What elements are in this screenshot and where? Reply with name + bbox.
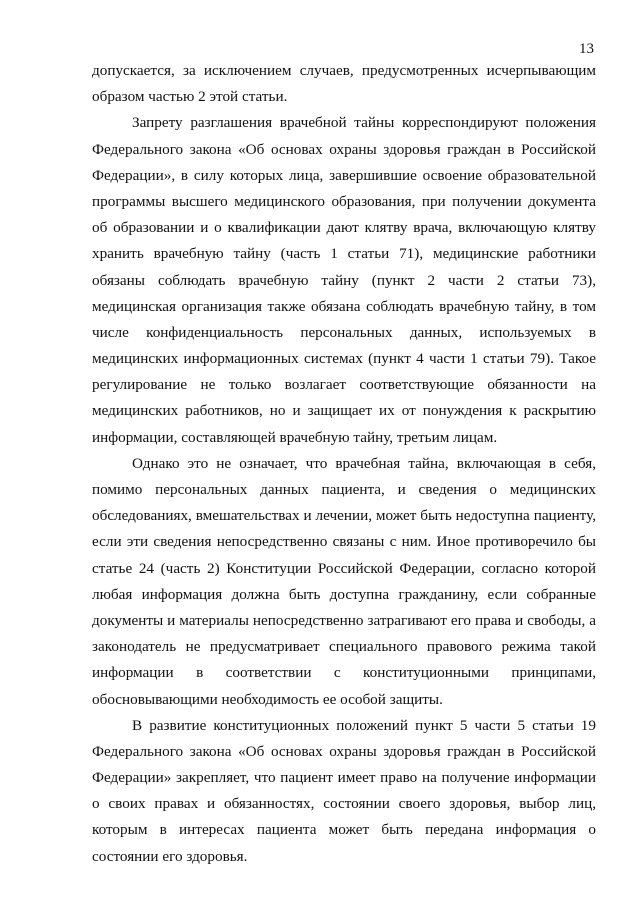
text-line: обосновывающими необходимость ее особой защиты.	[92, 690, 443, 708]
text-line: о своих правах и обязанностях, состоянии своего здоровья, выбор лиц,	[92, 795, 596, 813]
text-line: допускается, за исключением случаев, предусмотренных исчерпывающим	[92, 62, 596, 79]
paragraph	[92, 713, 596, 870]
page-number: 13	[579, 41, 594, 57]
text-line: помимо персональных данных пациента, и сведения о медицинских	[92, 481, 596, 498]
text-line: информации в соответствии с конституционными принципами,	[92, 664, 596, 682]
text-line: Федерации», в силу которых лица, завершившие освоение образовательной	[92, 166, 596, 184]
text-line: числе конфиденциальность персональных данных, используемых в	[92, 323, 596, 341]
paragraph	[92, 58, 596, 110]
text-line: медицинских работников, но и защищает их от понуждения к раскрытию	[92, 402, 596, 420]
text-line: образом частью 2 этой статьи.	[92, 88, 288, 106]
text-line: которым в интересах пациента может быть передана информация о	[92, 821, 596, 839]
text-line: программы высшего медицинского образования, при получении документа	[92, 192, 596, 210]
text-line: регулирование не только возлагает соответствующие обязанности на	[92, 376, 596, 394]
text-line: законодатель не предусматривает специального правового режима такой	[92, 638, 596, 656]
paragraph	[92, 451, 596, 713]
paragraph	[92, 110, 596, 450]
text-line: информации, составляющей врачебную тайну, третьим лицам.	[92, 428, 498, 446]
text-line: обследованиях, вмешательствах и лечении, может быть недоступна пациенту,	[92, 507, 596, 525]
text-line: обязаны соблюдать врачебную тайну (пункт 2 части 2 статьи 73),	[92, 271, 596, 289]
document-body	[92, 58, 596, 870]
text-line: статье 24 (часть 2) Конституции Российской Федерации, согласно которой	[92, 559, 596, 577]
text-line: Однако это не означает, что врачебная тайна, включающая в себя,	[132, 454, 596, 472]
text-line: документы и материалы непосредственно затрагивают его права и свободы, а	[92, 611, 596, 629]
text-line: хранить врачебную тайну (часть 1 статьи 71), медицинские работники	[92, 245, 596, 263]
text-line: Запрету разглашения врачебной тайны корреспондируют положения	[132, 114, 596, 132]
text-line: Федерации» закрепляет, что пациент имеет право на получение информации	[92, 769, 596, 787]
text-line: медицинская организация также обязана соблюдать врачебную тайну, в том	[92, 297, 596, 315]
text-line: медицинских информационных системах (пункт 4 части 1 статьи 79). Такое	[92, 350, 596, 368]
text-line: Федерального закона «Об основах охраны здоровья граждан в Российской	[92, 742, 596, 760]
text-line: Федерального закона «Об основах охраны здоровья граждан в Российской	[92, 140, 596, 158]
text-line: любая информация должна быть доступна гражданину, если собранные	[92, 585, 596, 603]
text-line: В развитие конституционных положений пункт 5 части 5 статьи 19	[132, 716, 596, 734]
text-line: об образовании и о квалификации дают клятву врача, включающую клятву	[92, 219, 596, 237]
text-line: если эти сведения непосредственно связаны с ним. Иное противоречило бы	[92, 533, 596, 551]
text-line: состоянии его здоровья.	[92, 847, 248, 865]
